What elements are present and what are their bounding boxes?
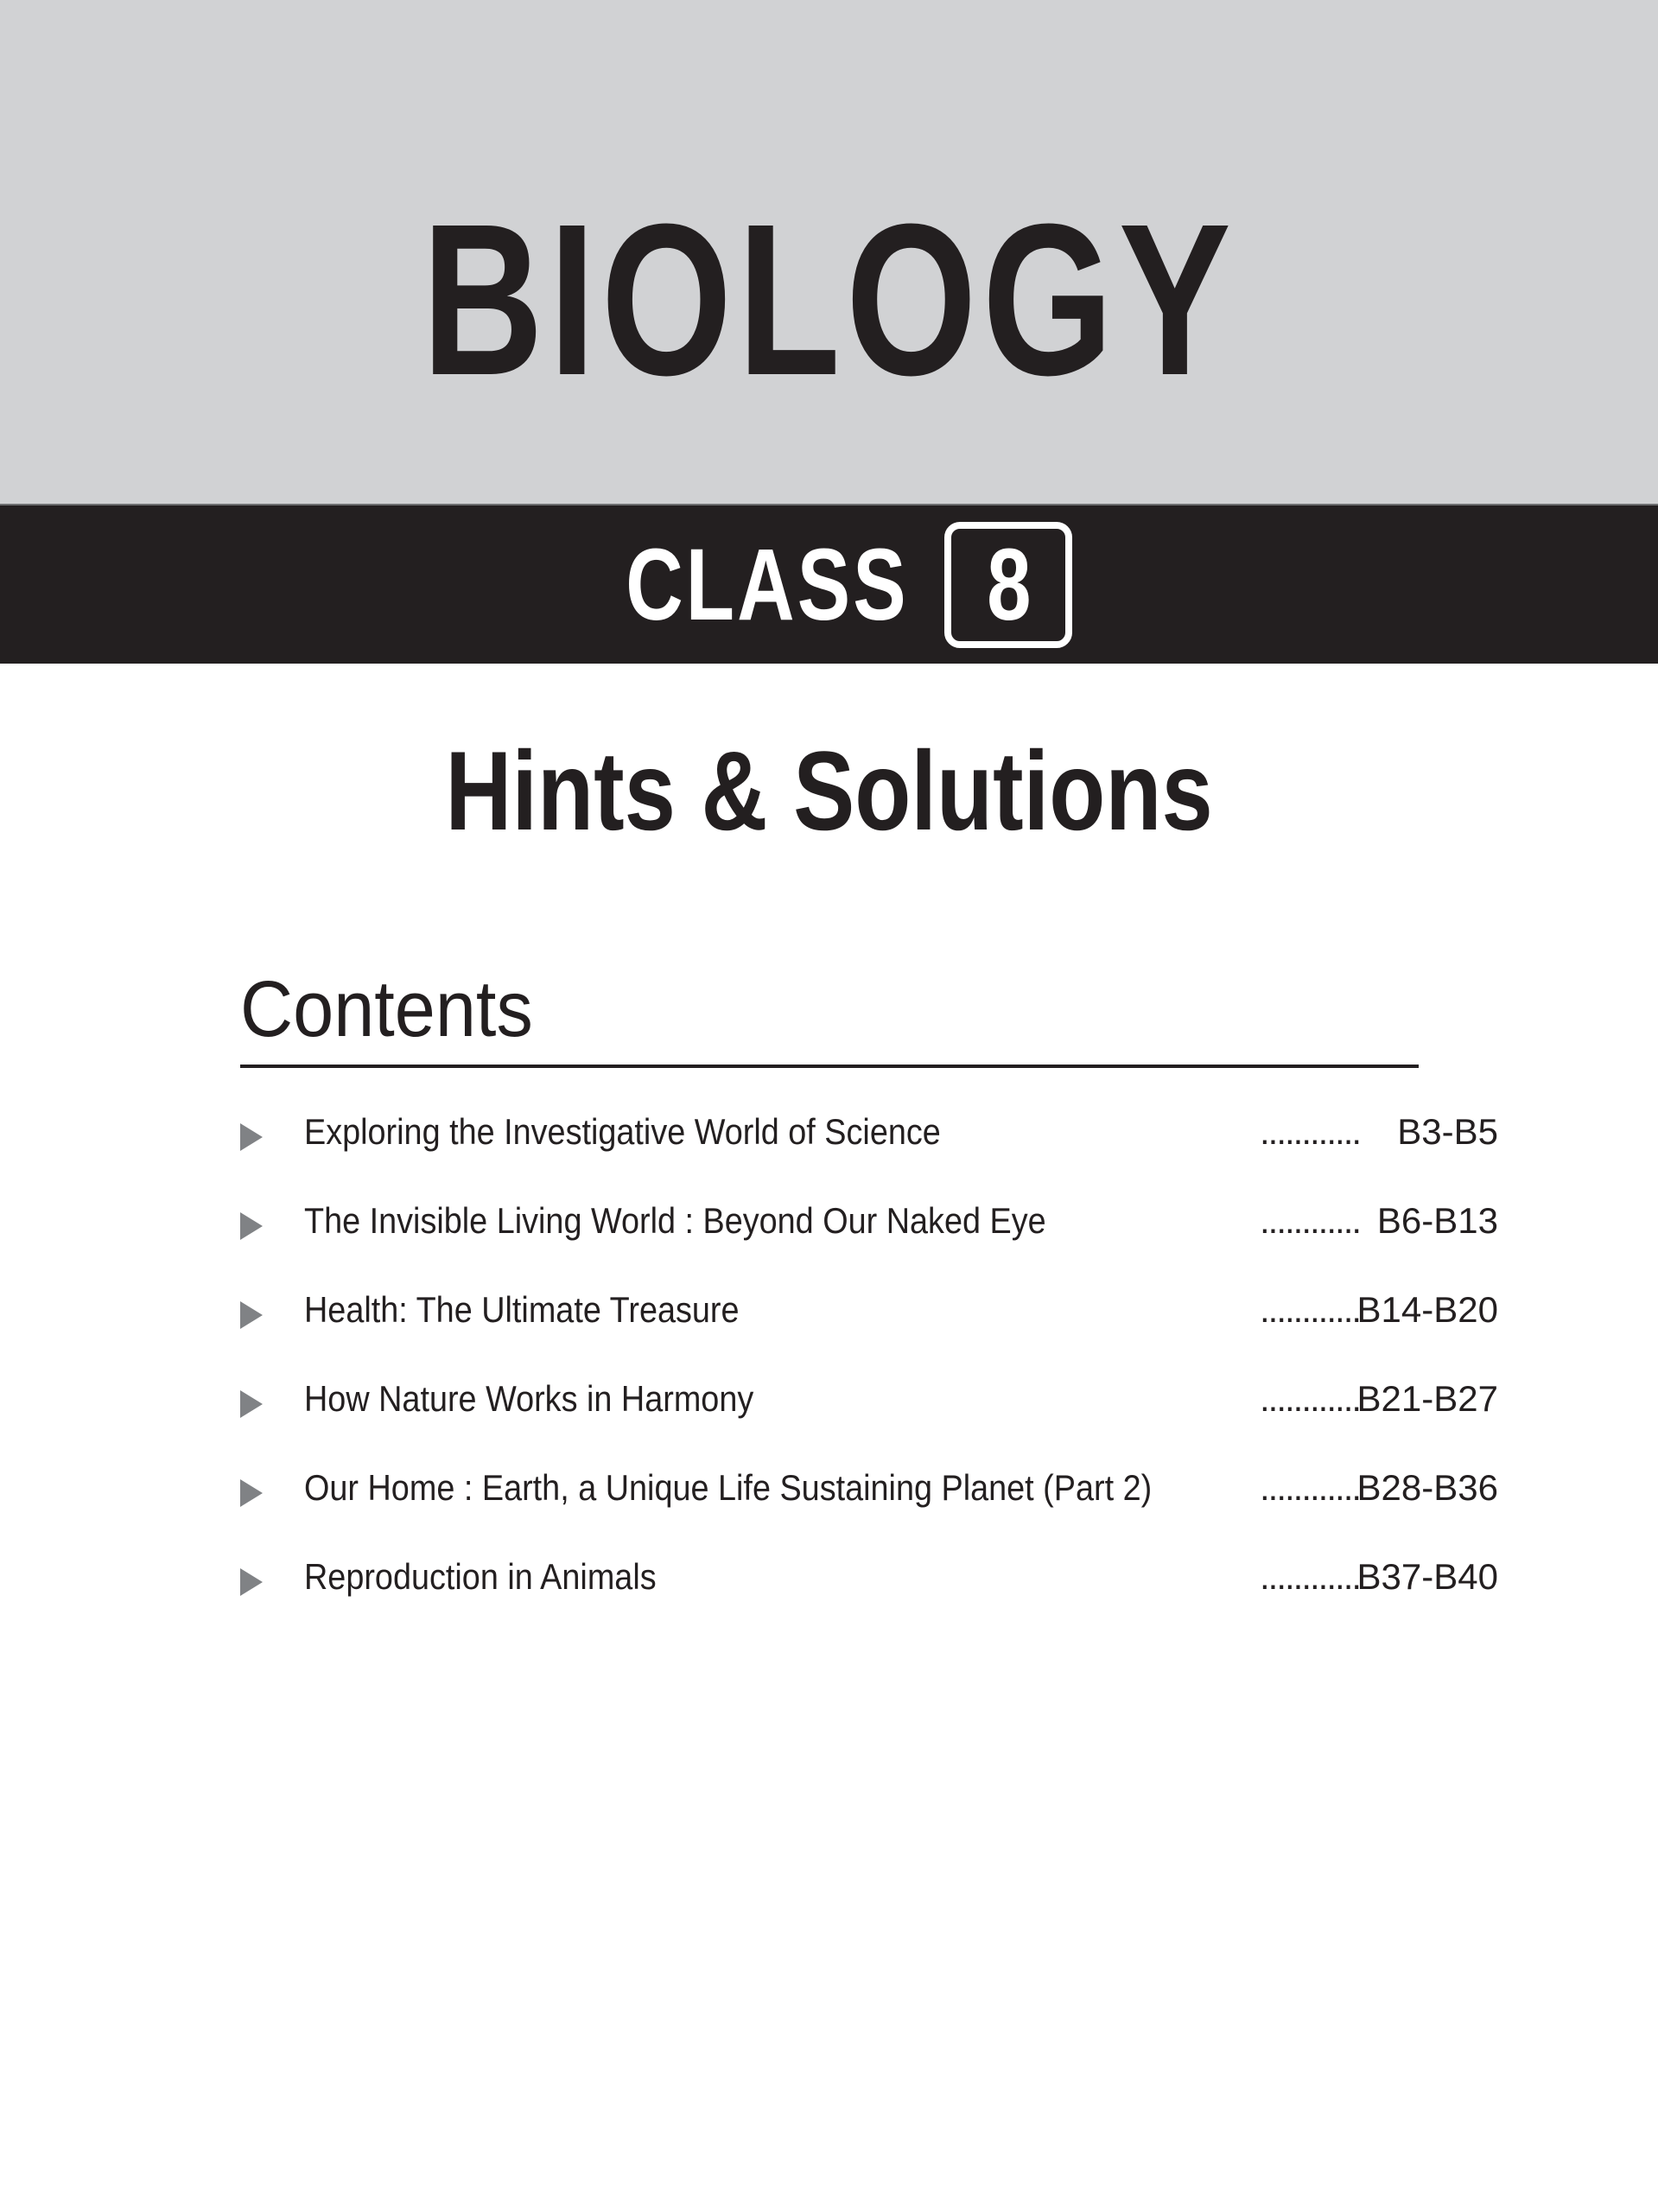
toc-item[interactable] — [240, 1366, 1498, 1455]
toc-item[interactable] — [240, 1277, 1498, 1366]
triangle-bullet-icon — [240, 1123, 263, 1151]
toc-item-pages: B6-B13 — [1376, 1200, 1498, 1241]
triangle-bullet-icon — [240, 1479, 263, 1507]
toc-item-title: The Invisible Living World : Beyond Our Naked Eye — [304, 1200, 1046, 1241]
triangle-bullet-icon — [240, 1212, 263, 1240]
toc-item[interactable] — [240, 1455, 1498, 1544]
toc-item-pages: B37-B40 — [1356, 1556, 1498, 1597]
contents-divider — [240, 1065, 1419, 1068]
toc-leader-dots: ............ — [1260, 1111, 1361, 1152]
class-number: 8 — [986, 527, 1032, 642]
toc-item-title: Exploring the Investigative World of Science — [304, 1111, 941, 1152]
class-label: CLASS — [625, 527, 909, 642]
toc-leader-dots: ............ — [1260, 1556, 1361, 1597]
subject-title: BIOLOGY — [422, 179, 1237, 420]
toc-leader-dots: ............ — [1260, 1467, 1361, 1508]
triangle-bullet-icon — [240, 1568, 263, 1596]
contents-heading: Contents — [240, 965, 533, 1053]
toc-item[interactable] — [240, 1544, 1498, 1633]
toc-item[interactable] — [240, 1188, 1498, 1277]
toc-item-title: Health: The Ultimate Treasure — [304, 1289, 740, 1330]
toc-item[interactable] — [240, 1099, 1498, 1188]
header-band — [0, 0, 1658, 504]
toc-item-pages: B28-B36 — [1356, 1467, 1498, 1508]
toc-item-pages: B3-B5 — [1397, 1111, 1498, 1152]
toc-leader-dots: ............ — [1260, 1378, 1361, 1419]
toc-leader-dots: ............ — [1260, 1200, 1361, 1241]
toc-leader-dots: ............ — [1260, 1289, 1361, 1330]
triangle-bullet-icon — [240, 1390, 263, 1418]
toc-item-title: How Nature Works in Harmony — [304, 1378, 754, 1419]
table-of-contents — [240, 1099, 1498, 1633]
triangle-bullet-icon — [240, 1301, 263, 1329]
toc-item-pages: B21-B27 — [1356, 1378, 1498, 1419]
toc-item-pages: B14-B20 — [1356, 1289, 1498, 1330]
toc-item-title: Our Home : Earth, a Unique Life Sustaining Planet (Part 2) — [304, 1467, 1153, 1508]
class-number-box — [944, 522, 1072, 648]
toc-item-title: Reproduction in Animals — [304, 1556, 657, 1597]
page-subtitle: Hints & Solutions — [445, 728, 1213, 854]
class-band — [0, 504, 1658, 664]
